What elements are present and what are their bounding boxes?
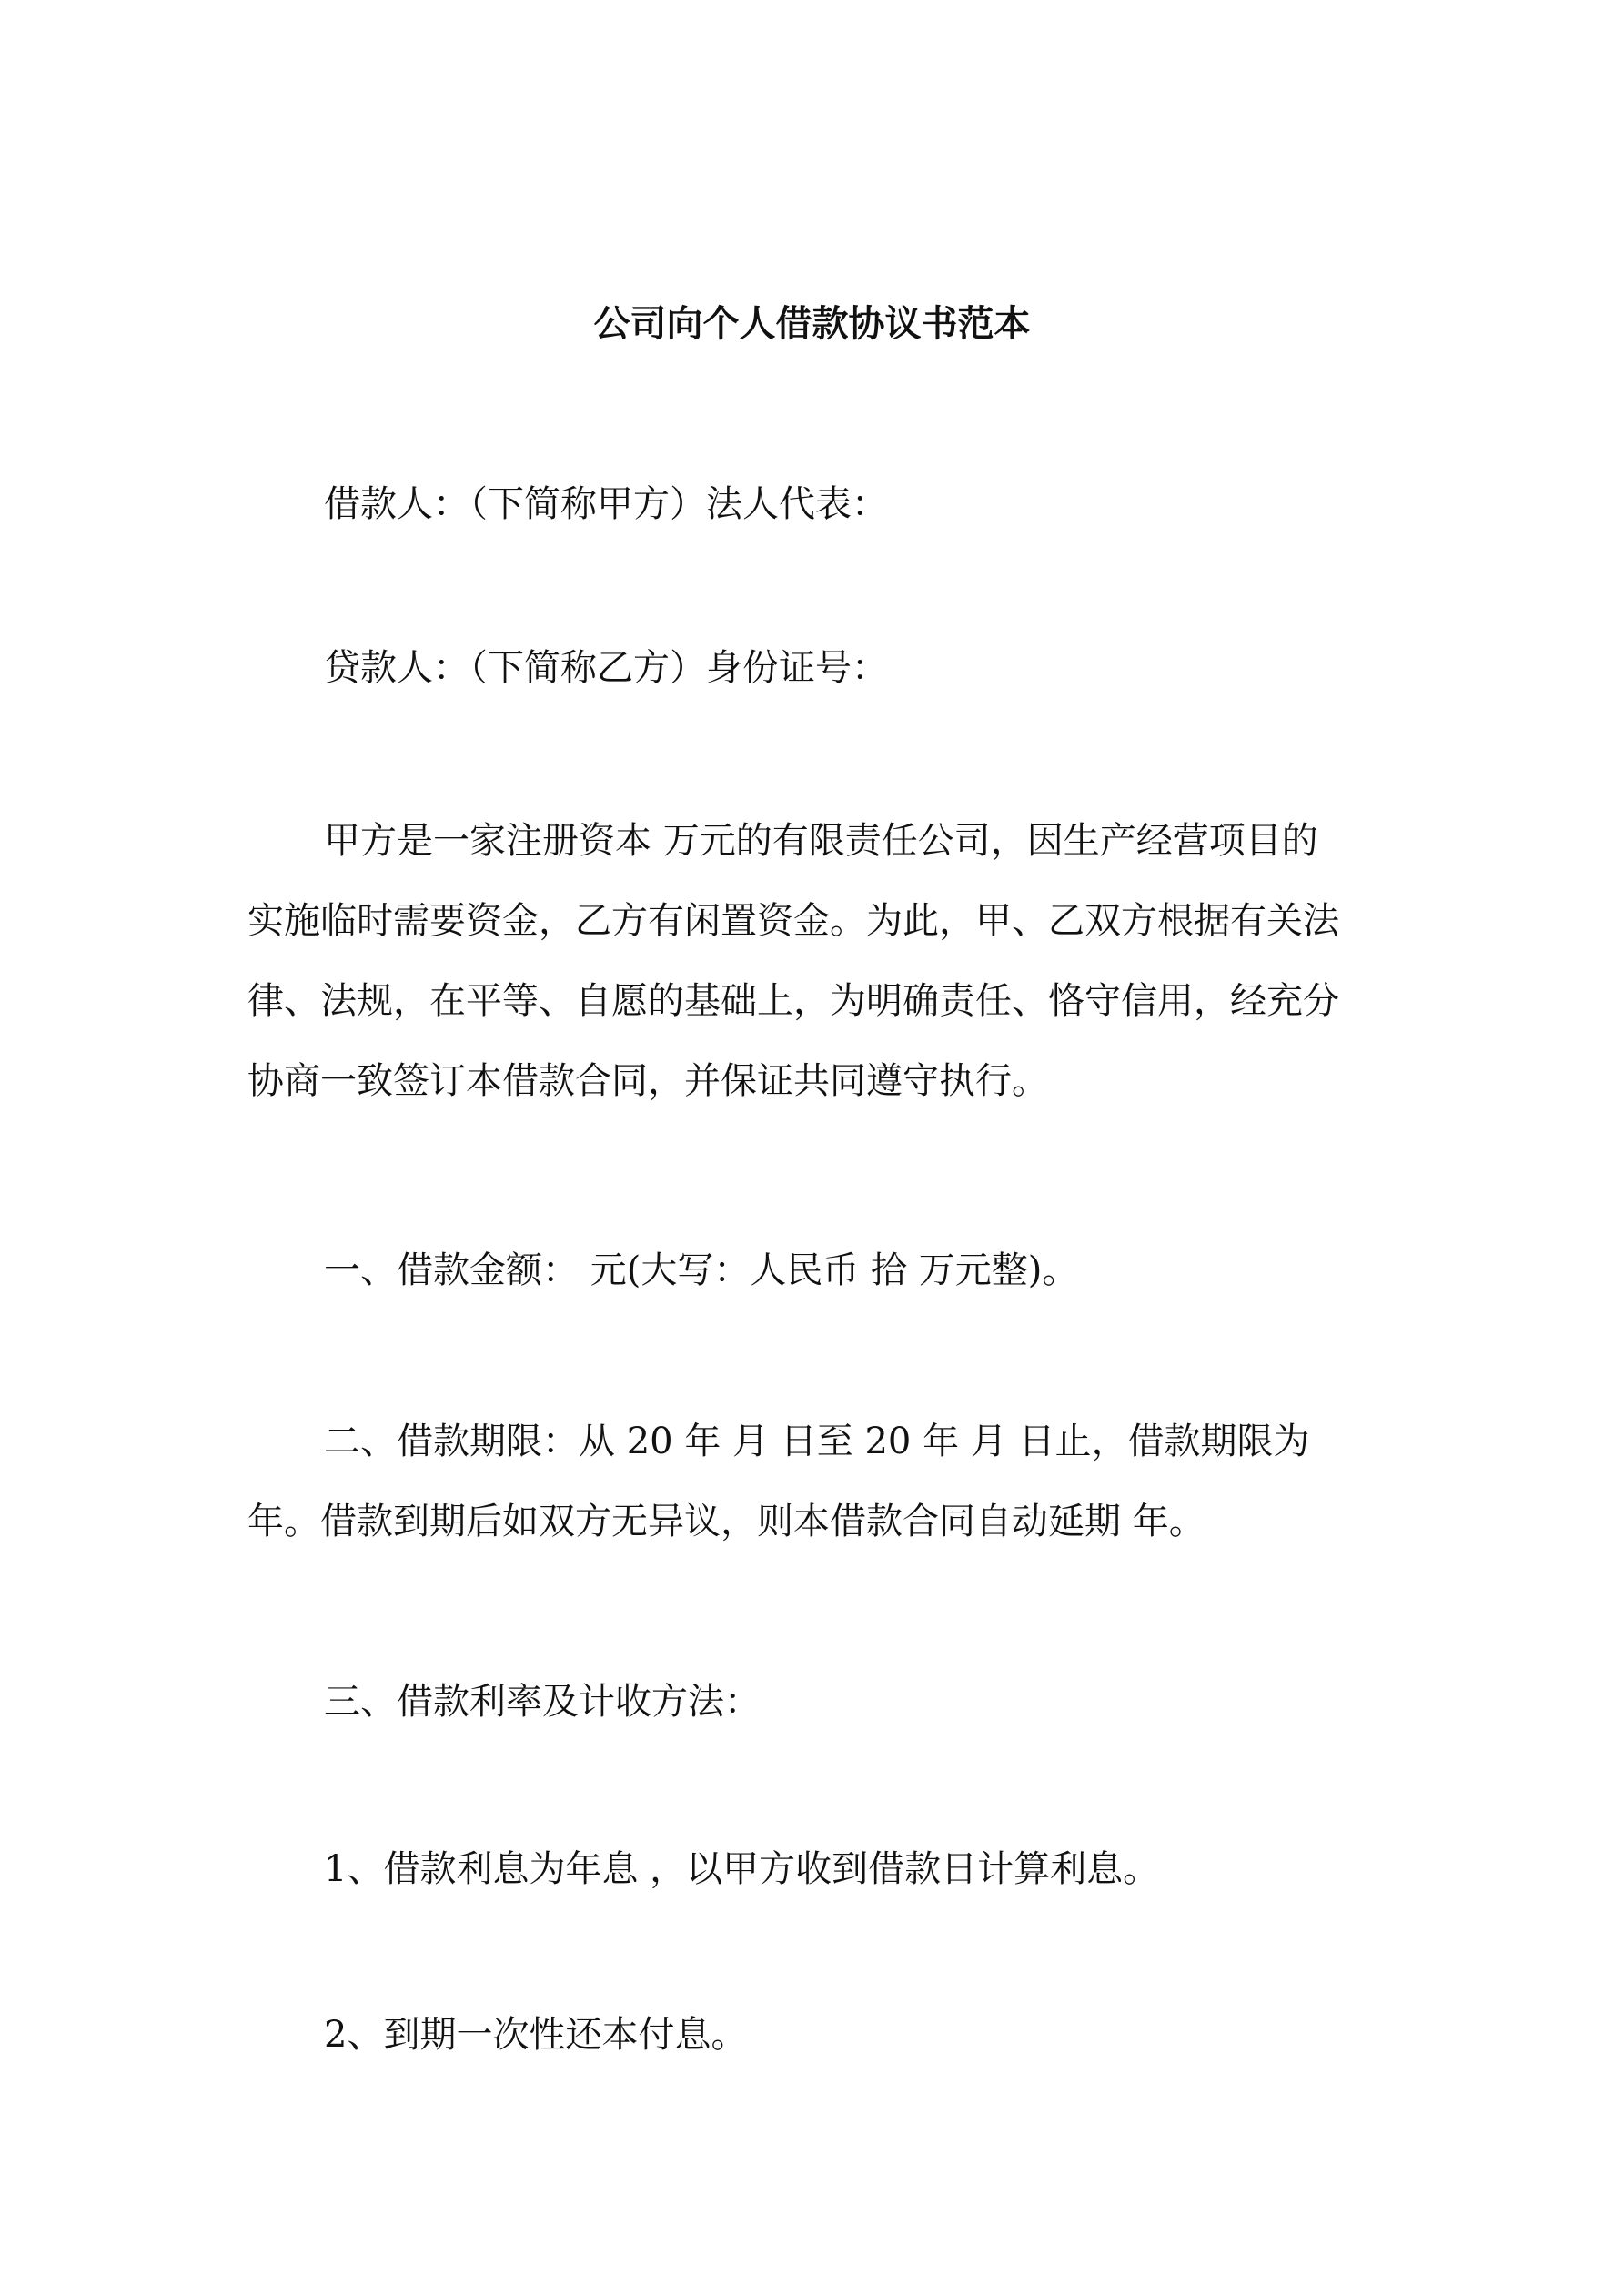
clause-1-line: 一、借款金额： 元(大写：人民币 拾 万元整)。: [324, 1249, 1079, 1291]
clause-1-paragraph: [247, 1230, 1396, 1310]
lender-paragraph: [247, 628, 1396, 708]
intro-line: 律、法规，在平等、自愿的基础上，为明确责任、恪守信用，经充分: [247, 980, 1339, 1022]
clause-3-heading: 三、借款利率及计收方法：: [324, 1681, 761, 1723]
clause-3-1-paragraph: [247, 1829, 1396, 1909]
clause-3-paragraph: [247, 1662, 1396, 1742]
intro-line: 协商一致签订本借款合同，并保证共同遵守执行。: [247, 1060, 1048, 1102]
clause-3-2-line: 2、到期一次性还本付息。: [324, 2014, 748, 2056]
borrower-paragraph: [247, 464, 1396, 544]
clause-2-line: 二、借款期限：从 20 年 月 日至 20 年 月 日止，借款期限为: [324, 1421, 1310, 1462]
clause-2-paragraph: [247, 1401, 1396, 1562]
borrower-line: 借款人：（下简称甲方）法人代表：: [324, 483, 888, 525]
lender-line: 贷款人：（下简称乙方）身份证号：: [324, 647, 888, 689]
intro-paragraph: [247, 801, 1396, 1121]
clause-2-line: 年。借款到期后如双方无异议，则本借款合同自动延期 年。: [247, 1501, 1205, 1542]
intro-line: 实施临时需要资金，乙方有闲置资金。为此，甲、乙双方根据有关法: [247, 900, 1339, 942]
document-title: 公司向个人借款协议书范本: [593, 303, 1031, 345]
clause-3-2-paragraph: [247, 1995, 1396, 2075]
intro-line: 甲方是一家注册资本 万元的有限责任公司，因生产经营项目的: [324, 820, 1318, 862]
clause-3-1-line: 1、借款利息为年息 ，以甲方收到借款日计算利息。: [324, 1848, 1160, 1890]
